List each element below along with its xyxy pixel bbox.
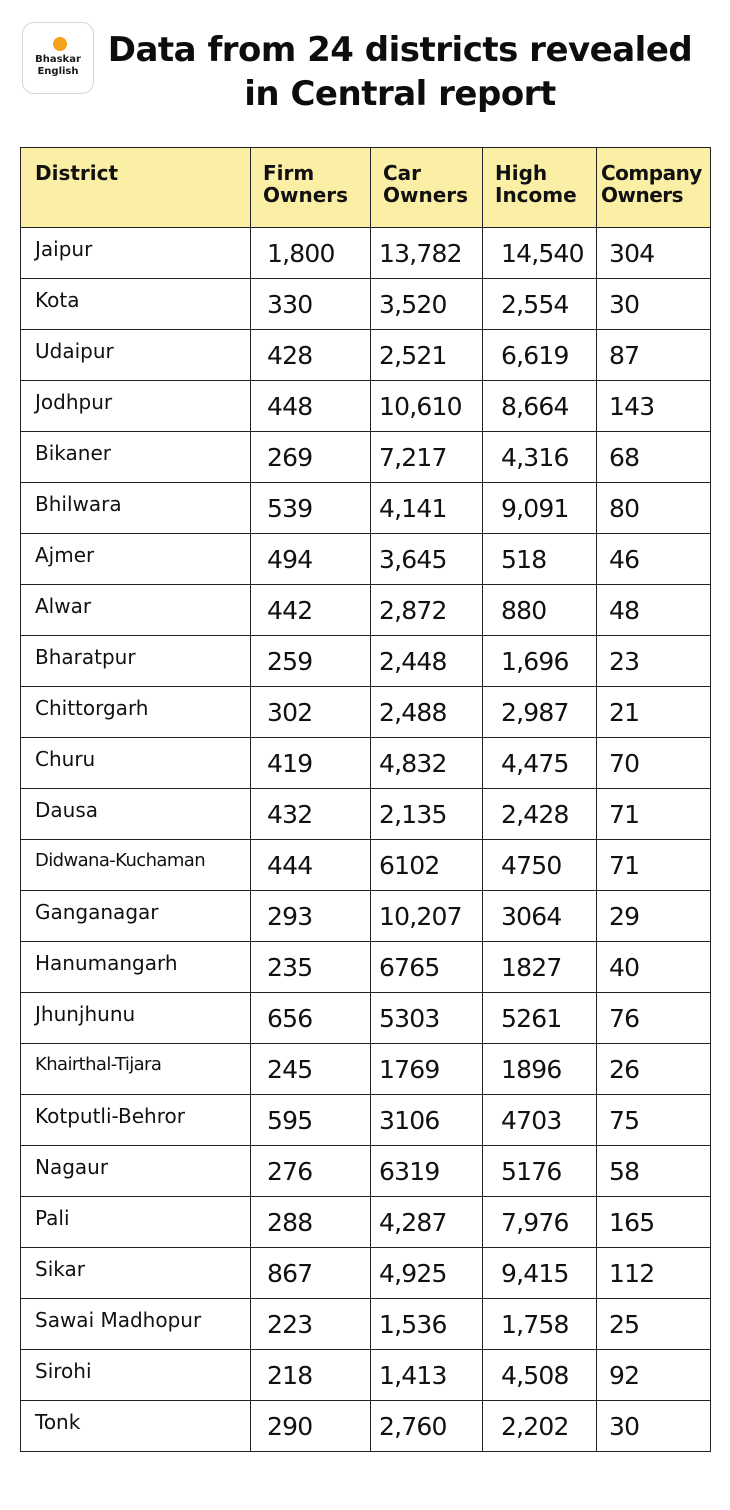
firm-owners-cell: 293 <box>251 891 371 942</box>
high-income-cell: 8,664 <box>483 381 597 432</box>
car-owners-cell: 2,135 <box>371 789 483 840</box>
company-owners-cell: 80 <box>597 483 711 534</box>
district-cell: Dausa <box>21 789 251 840</box>
high-income-cell: 1,696 <box>483 636 597 687</box>
district-cell: Bharatpur <box>21 636 251 687</box>
column-header-firm-owners <box>251 148 371 228</box>
firm-owners-cell: 432 <box>251 789 371 840</box>
table-header <box>21 148 711 228</box>
company-owners-cell: 48 <box>597 585 711 636</box>
car-owners-cell: 4,287 <box>371 1197 483 1248</box>
company-owners-cell: 26 <box>597 1044 711 1095</box>
district-cell: Jodhpur <box>21 381 251 432</box>
car-owners-cell: 1769 <box>371 1044 483 1095</box>
column-header-high-income <box>483 148 597 228</box>
high-income-cell: 880 <box>483 585 597 636</box>
table-row <box>21 228 711 279</box>
column-header-line-1: Firm <box>263 161 315 185</box>
table-row <box>21 1044 711 1095</box>
firm-owners-cell: 442 <box>251 585 371 636</box>
table-row <box>21 534 711 585</box>
column-header-line-1: District <box>35 161 119 185</box>
high-income-cell: 9,091 <box>483 483 597 534</box>
table-row <box>21 1248 711 1299</box>
firm-owners-cell: 448 <box>251 381 371 432</box>
title-line-1: Data from 24 districts revealed <box>107 30 693 70</box>
district-cell: Tonk <box>21 1401 251 1452</box>
table-row <box>21 1350 711 1401</box>
car-owners-cell: 4,832 <box>371 738 483 789</box>
table-row <box>21 381 711 432</box>
district-cell: Nagaur <box>21 1146 251 1197</box>
firm-owners-cell: 302 <box>251 687 371 738</box>
firm-owners-cell: 419 <box>251 738 371 789</box>
district-cell: Sawai Madhopur <box>21 1299 251 1350</box>
company-owners-cell: 76 <box>597 993 711 1044</box>
column-header-line-1: High <box>495 161 548 185</box>
company-owners-cell: 30 <box>597 1401 711 1452</box>
firm-owners-cell: 223 <box>251 1299 371 1350</box>
car-owners-cell: 2,448 <box>371 636 483 687</box>
table-row <box>21 891 711 942</box>
column-header-line-1: Company <box>601 161 702 185</box>
district-cell: Kota <box>21 279 251 330</box>
table-row <box>21 687 711 738</box>
column-header-car-owners <box>371 148 483 228</box>
district-data-table-wrapper <box>20 147 710 1452</box>
firm-owners-cell: 245 <box>251 1044 371 1095</box>
car-owners-cell: 2,760 <box>371 1401 483 1452</box>
bhaskar-english-logo <box>22 22 94 94</box>
high-income-cell: 1,758 <box>483 1299 597 1350</box>
company-owners-cell: 46 <box>597 534 711 585</box>
company-owners-cell: 71 <box>597 789 711 840</box>
car-owners-cell: 2,872 <box>371 585 483 636</box>
district-cell: Chittorgarh <box>21 687 251 738</box>
company-owners-cell: 40 <box>597 942 711 993</box>
table-row <box>21 942 711 993</box>
table-row <box>21 1095 711 1146</box>
car-owners-cell: 2,521 <box>371 330 483 381</box>
high-income-cell: 7,976 <box>483 1197 597 1248</box>
company-owners-cell: 87 <box>597 330 711 381</box>
column-header-line-1: Car <box>383 161 422 185</box>
car-owners-cell: 10,610 <box>371 381 483 432</box>
table-row <box>21 789 711 840</box>
logo-line-2: English <box>37 66 79 77</box>
company-owners-cell: 21 <box>597 687 711 738</box>
firm-owners-cell: 1,800 <box>251 228 371 279</box>
table-row <box>21 840 711 891</box>
car-owners-cell: 5303 <box>371 993 483 1044</box>
company-owners-cell: 112 <box>597 1248 711 1299</box>
sun-dot-icon <box>53 37 67 51</box>
district-cell: Sikar <box>21 1248 251 1299</box>
column-header-line-2: Income <box>495 183 577 207</box>
table-row <box>21 279 711 330</box>
logo-line-1: Bhaskar <box>35 54 81 65</box>
district-cell: Didwana-Kuchaman <box>21 840 251 891</box>
high-income-cell: 5261 <box>483 993 597 1044</box>
high-income-cell: 4,316 <box>483 432 597 483</box>
car-owners-cell: 3,520 <box>371 279 483 330</box>
company-owners-cell: 23 <box>597 636 711 687</box>
company-owners-cell: 68 <box>597 432 711 483</box>
car-owners-cell: 6765 <box>371 942 483 993</box>
firm-owners-cell: 595 <box>251 1095 371 1146</box>
firm-owners-cell: 330 <box>251 279 371 330</box>
table-row <box>21 636 711 687</box>
high-income-cell: 2,987 <box>483 687 597 738</box>
column-header-district <box>21 148 251 228</box>
car-owners-cell: 1,536 <box>371 1299 483 1350</box>
high-income-cell: 4703 <box>483 1095 597 1146</box>
firm-owners-cell: 288 <box>251 1197 371 1248</box>
firm-owners-cell: 259 <box>251 636 371 687</box>
high-income-cell: 2,554 <box>483 279 597 330</box>
title-line-2: in Central report <box>244 74 556 114</box>
high-income-cell: 9,415 <box>483 1248 597 1299</box>
car-owners-cell: 13,782 <box>371 228 483 279</box>
table-row <box>21 1299 711 1350</box>
header <box>0 0 730 140</box>
car-owners-cell: 6319 <box>371 1146 483 1197</box>
firm-owners-cell: 235 <box>251 942 371 993</box>
district-cell: Bhilwara <box>21 483 251 534</box>
high-income-cell: 14,540 <box>483 228 597 279</box>
high-income-cell: 4,475 <box>483 738 597 789</box>
company-owners-cell: 30 <box>597 279 711 330</box>
district-cell: Kotputli-Behror <box>21 1095 251 1146</box>
column-header-line-2: Owners <box>263 183 349 207</box>
district-cell: Sirohi <box>21 1350 251 1401</box>
company-owners-cell: 71 <box>597 840 711 891</box>
district-cell: Churu <box>21 738 251 789</box>
district-cell: Bikaner <box>21 432 251 483</box>
table-row <box>21 1146 711 1197</box>
district-cell: Udaipur <box>21 330 251 381</box>
table-row <box>21 483 711 534</box>
high-income-cell: 2,202 <box>483 1401 597 1452</box>
district-cell: Khairthal-Tijara <box>21 1044 251 1095</box>
firm-owners-cell: 494 <box>251 534 371 585</box>
firm-owners-cell: 276 <box>251 1146 371 1197</box>
table-row <box>21 330 711 381</box>
car-owners-cell: 6102 <box>371 840 483 891</box>
district-cell: Jaipur <box>21 228 251 279</box>
car-owners-cell: 3,645 <box>371 534 483 585</box>
car-owners-cell: 1,413 <box>371 1350 483 1401</box>
page-title <box>100 28 700 116</box>
column-header-line-2: Owners <box>601 183 684 207</box>
high-income-cell: 4,508 <box>483 1350 597 1401</box>
high-income-cell: 2,428 <box>483 789 597 840</box>
district-cell: Pali <box>21 1197 251 1248</box>
high-income-cell: 1827 <box>483 942 597 993</box>
company-owners-cell: 92 <box>597 1350 711 1401</box>
company-owners-cell: 75 <box>597 1095 711 1146</box>
district-cell: Ganganagar <box>21 891 251 942</box>
company-owners-cell: 70 <box>597 738 711 789</box>
district-data-table <box>20 147 711 1452</box>
car-owners-cell: 3106 <box>371 1095 483 1146</box>
table-body <box>21 228 711 1452</box>
high-income-cell: 5176 <box>483 1146 597 1197</box>
table-row <box>21 993 711 1044</box>
firm-owners-cell: 428 <box>251 330 371 381</box>
column-header-line-2: Owners <box>383 183 469 207</box>
column-header-company-owners <box>597 148 711 228</box>
car-owners-cell: 2,488 <box>371 687 483 738</box>
table-row <box>21 738 711 789</box>
firm-owners-cell: 539 <box>251 483 371 534</box>
car-owners-cell: 4,141 <box>371 483 483 534</box>
table-row <box>21 432 711 483</box>
table-row <box>21 1197 711 1248</box>
car-owners-cell: 7,217 <box>371 432 483 483</box>
company-owners-cell: 58 <box>597 1146 711 1197</box>
district-cell: Ajmer <box>21 534 251 585</box>
high-income-cell: 3064 <box>483 891 597 942</box>
firm-owners-cell: 444 <box>251 840 371 891</box>
firm-owners-cell: 269 <box>251 432 371 483</box>
firm-owners-cell: 656 <box>251 993 371 1044</box>
company-owners-cell: 143 <box>597 381 711 432</box>
table-row <box>21 585 711 636</box>
high-income-cell: 4750 <box>483 840 597 891</box>
company-owners-cell: 304 <box>597 228 711 279</box>
company-owners-cell: 165 <box>597 1197 711 1248</box>
firm-owners-cell: 218 <box>251 1350 371 1401</box>
high-income-cell: 6,619 <box>483 330 597 381</box>
firm-owners-cell: 290 <box>251 1401 371 1452</box>
table-row <box>21 1401 711 1452</box>
high-income-cell: 1896 <box>483 1044 597 1095</box>
car-owners-cell: 10,207 <box>371 891 483 942</box>
district-cell: Alwar <box>21 585 251 636</box>
district-cell: Hanumangarh <box>21 942 251 993</box>
district-cell: Jhunjhunu <box>21 993 251 1044</box>
header-row <box>21 148 711 228</box>
high-income-cell: 518 <box>483 534 597 585</box>
car-owners-cell: 4,925 <box>371 1248 483 1299</box>
company-owners-cell: 29 <box>597 891 711 942</box>
company-owners-cell: 25 <box>597 1299 711 1350</box>
logo-text <box>23 54 93 78</box>
firm-owners-cell: 867 <box>251 1248 371 1299</box>
